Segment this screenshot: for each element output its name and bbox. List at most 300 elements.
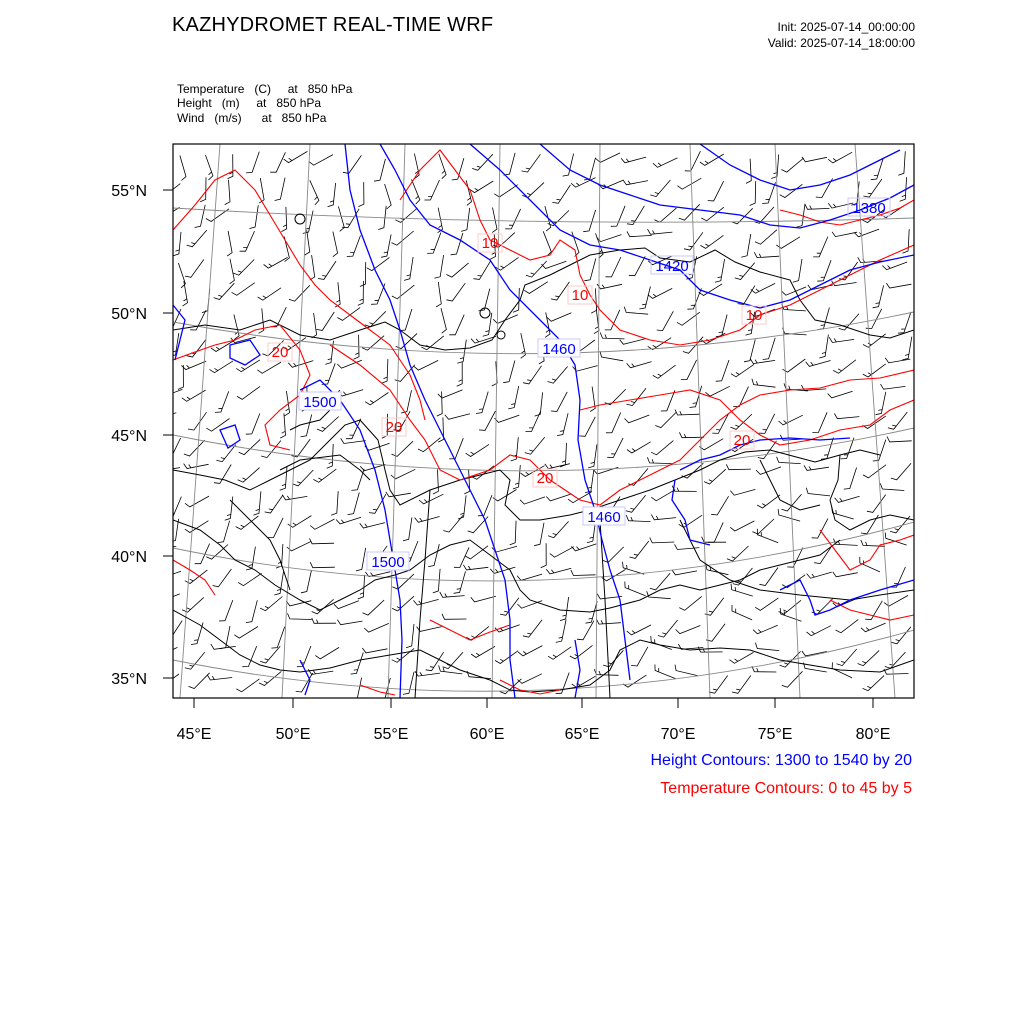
wind-barb [753,625,778,634]
wind-barb [744,339,755,361]
wind-barb [639,287,650,310]
wind-barb [708,522,723,542]
wind-barb [730,521,754,531]
wind-barb [360,262,366,286]
wind-barb [560,443,567,467]
wind-barb [351,653,364,675]
wind-barb [657,311,674,330]
wind-barb [709,676,728,694]
wind-barb [556,620,566,643]
wind-barb [412,179,420,204]
wind-barb [631,647,648,666]
wind-barb [270,152,285,172]
wind-barb [178,365,184,390]
wind-barb [833,572,858,577]
wind-barb [259,178,264,203]
wind-barb [170,519,179,542]
wind-barb [195,205,206,228]
wind-barb [751,283,775,293]
wind-barb [881,384,906,389]
wind-barb [655,665,676,679]
wind-barb [317,417,339,432]
wind-barb [627,388,647,405]
wind-barb [704,469,726,484]
wind-barb [392,441,414,456]
height-label-1420 [651,256,693,275]
wind-barb [675,410,700,415]
wind-barb [898,151,905,175]
map-plot-area [151,144,914,701]
wind-barb [403,672,414,695]
wind-barb [504,153,515,175]
wind-barb [606,413,621,433]
wind-barb [701,207,724,221]
wind-barb [623,675,647,687]
field-wind-label: Wind (m/s) at 850 hPa [177,111,327,125]
wind-barb [763,338,776,360]
wind-barb [583,210,595,232]
wind-barb [750,181,756,205]
wind-barb [523,366,542,384]
wind-barb [333,232,338,257]
wind-barb [234,627,258,639]
wind-barb [156,571,181,578]
wind-barb [625,582,646,596]
wind-barb [757,529,778,543]
wind-barb [541,543,547,568]
height-label-text: 1460 [542,341,576,358]
wind-barb [679,596,701,610]
wind-barb [446,263,468,277]
wind-barb [600,333,624,339]
wind-barb [374,159,385,181]
wind-barb [310,562,335,568]
wind-barb [457,340,466,364]
wind-barb [818,308,830,330]
wind-barb [570,645,593,659]
temp-label-20-d [730,431,754,449]
wind-barb [493,490,517,502]
init-time: Init: 2025-07-14_00:00:00 [777,20,915,34]
wind-barb [419,494,443,504]
wind-barb [297,646,311,667]
height-label-text: 1420 [655,258,689,275]
wind-barb [650,573,670,590]
wind-barb [225,180,230,205]
temp-label-text: 10 [571,287,589,304]
wind-barb [832,232,857,237]
temp-label-text: 10 [481,235,499,252]
wind-barb [756,467,781,475]
wind-barb [187,230,207,247]
wind-barb [483,313,492,336]
wind-barb [219,600,233,621]
wind-barb [867,495,886,513]
wind-barb [227,231,232,256]
wind-barb [806,361,831,367]
wind-barb [260,597,282,611]
wind-barb [781,158,803,172]
wind-barb [225,497,233,521]
wind-barb [365,393,388,405]
wind-barb [585,469,594,492]
wind-barb [675,544,700,549]
wind-barb [242,646,256,667]
wind-barb [771,155,778,179]
wind-barb [434,255,443,278]
wind-barb [316,312,334,330]
wind-barb [628,468,648,485]
wind-barb [888,412,907,429]
wind-barb [415,517,440,523]
wind-barb [337,620,362,625]
wind-barb [322,363,336,384]
wind-barb [755,643,779,651]
wind-barb [230,259,235,284]
wind-barb [257,362,281,373]
wind-barb [557,413,568,435]
wind-barb [335,282,340,307]
wind-barb [365,443,390,450]
wind-barb [436,282,441,307]
wind-barb [289,285,310,301]
wind-barb [887,437,912,442]
wind-barb [716,360,729,381]
wind-barb [727,546,749,561]
wind-barb [185,652,205,669]
wind-barb [343,155,362,173]
wind-barb [861,623,886,632]
wind-barb [184,464,209,469]
wind-barb [513,465,520,489]
wind-barb [348,493,360,515]
wind-barb [312,313,317,338]
wind-barb [522,154,541,172]
wind-barb [238,573,261,585]
wind-barb [699,439,723,450]
wind-barb [738,286,755,305]
wind-barb [312,618,336,623]
wind-barb [534,523,544,546]
wind-barb [865,601,882,620]
wind-barb [246,152,259,173]
wind-barb [338,390,363,396]
wind-barb [454,547,469,567]
height-label-1500-west [299,392,341,411]
wind-barb [690,386,702,408]
wind-barb [282,495,307,500]
wind-barb [733,387,748,407]
temp-label-20-b [382,418,406,436]
wind-barb [836,619,859,632]
wind-barb [625,415,650,423]
wind-barb [762,182,775,203]
wind-barb [732,605,752,620]
wind-barb [579,417,595,437]
wind-barb [253,491,261,515]
wind-barb [259,671,281,685]
wind-barb [834,414,859,419]
wind-barb [246,414,260,435]
wind-barb [548,210,569,225]
wind-barb [733,568,753,585]
height-label-1460-north [538,339,580,358]
wind-barb [700,235,723,248]
wind-barb [363,600,385,615]
wind-barb [525,437,545,454]
wind-barb [584,158,596,180]
wind-barb [807,572,832,578]
lon-label-45: 45°E [176,726,212,743]
wind-barb [158,389,183,397]
field-temperature-label: Temperature (C) at 850 hPa [177,82,353,96]
wind-barb [392,285,415,299]
wind-barb [358,575,365,599]
wind-barb [240,231,255,251]
wind-barb [334,601,359,609]
wind-barb [445,414,470,420]
wind-barb [551,282,570,300]
wind-barb [415,671,440,676]
wind-barb [185,496,209,507]
wind-barb [356,548,366,571]
temperature-contours-legend: Temperature Contours: 0 to 45 by 5 [660,780,912,797]
wind-barb [511,437,519,461]
wind-barb [732,676,751,694]
wind-barb [568,492,592,503]
wind-barb [571,544,596,551]
wind-barb [873,440,886,461]
wind-barb [647,457,671,463]
wind-barb [167,497,182,517]
wind-barb [288,361,313,368]
wind-barb [442,614,467,620]
lon-label-50: 50°E [275,726,311,743]
latitude-labels [111,183,147,688]
wind-barb [520,497,545,504]
wind-barb [543,231,551,256]
lat-label-45: 45°N [111,428,147,445]
wind-barb [885,652,906,668]
wind-barb [821,438,833,460]
wind-barb [457,362,463,387]
wind-barb [476,392,488,414]
wind-barb [495,651,518,664]
wind-barb [804,465,829,470]
wind-barb [545,464,570,469]
wind-barb [653,158,677,167]
wind-barb [382,359,388,383]
wind-barb [318,261,336,279]
wind-barb [597,235,622,242]
wind-barb [858,651,880,666]
wind-barb [288,613,312,619]
height-label-text: 1500 [303,394,337,411]
wind-barb [426,652,444,671]
wind-barb [548,521,569,537]
wind-barb [406,624,414,648]
wind-barb [310,255,315,280]
wind-barb [780,651,801,667]
wind-barb [365,311,386,327]
wind-barb [274,572,283,595]
wind-barb [440,592,465,597]
wind-barb [517,574,542,580]
wind-barb [863,676,885,691]
longitude-labels [177,726,891,743]
wind-barb [347,236,361,257]
wind-barb [364,623,389,632]
wind-barb [214,465,231,484]
wind-barb [214,283,235,299]
wind-barb [236,360,259,372]
wind-barb [548,367,568,384]
wind-barb [505,209,520,229]
wind-barb [218,521,230,543]
wind-barb [627,362,652,368]
wind-barb [301,415,312,437]
wind-barb [880,483,904,490]
wind-barb [675,665,698,676]
wind-barb [239,439,261,454]
wind-barb [807,626,831,636]
wind-barb [236,679,259,692]
wind-barb [650,538,675,543]
temp-label-10-b [568,286,592,304]
wind-barb [313,469,336,482]
wind-barb [861,540,885,546]
wind-barb [730,652,754,663]
wind-barb [571,570,596,575]
wind-barb [341,438,366,443]
wind-barb [648,288,672,298]
wind-barb [414,360,438,370]
wind-barb [472,154,493,170]
wind-barb [651,636,672,650]
wind-barb [155,594,180,602]
wind-barb [735,263,755,280]
wind-barb [153,647,177,657]
wind-barb [173,232,181,256]
wind-barb [655,412,676,428]
wind-barb [705,598,724,616]
wind-barb [494,185,517,197]
wind-barb [782,359,805,372]
height-label-text: 1380 [852,200,886,217]
wind-barb [508,386,518,409]
lon-label-75: 75°E [757,726,793,743]
wind-barb [258,288,281,300]
wind-barb [805,204,830,209]
temp-label-text: 20 [271,344,289,361]
wind-barb [715,259,725,282]
wind-barb [309,155,333,166]
wind-barb [281,207,286,232]
wind-barb [681,360,697,380]
wind-barb [653,365,676,378]
wind-barb [526,261,547,277]
lat-label-35: 35°N [111,671,147,688]
wind-barb [271,627,284,648]
wind-barb [284,151,308,162]
wind-barb [629,256,645,275]
wind-barb [479,411,496,430]
wind-barb [546,494,571,501]
wind-barb [648,229,673,234]
wind-barb [588,444,597,468]
wind-barb [630,541,649,558]
wind-barb [414,599,439,605]
height-label-text: 1460 [587,509,621,526]
wind-barb [779,415,803,425]
wind-barb [312,599,334,614]
wind-barb [188,412,207,430]
map-title: KAZHYDROMET REAL-TIME WRF [172,14,494,36]
wind-barb [623,562,645,575]
lat-label-55: 55°N [111,183,147,200]
wind-barb [777,457,801,464]
wind-barb [730,489,755,495]
wind-barb [265,495,283,513]
wind-barb [180,156,186,181]
wind-barb [449,315,464,335]
wind-barb [183,281,188,306]
wind-barb [466,444,489,456]
wind-barb [817,260,831,281]
wind-barb [523,620,542,638]
wind-barb [182,597,204,612]
wind-barb [828,203,853,208]
wind-barb [560,597,569,621]
wind-barb [546,568,571,574]
wind-barb [336,517,361,524]
wind-barb [621,157,646,163]
wind-barb [386,492,411,497]
wind-barb [731,364,754,377]
wind-barb [746,159,751,184]
lon-label-55: 55°E [373,726,409,743]
lon-label-80: 80°E [855,726,891,743]
wind-barb [832,281,857,286]
wind-barb [828,152,852,163]
wind-barb [473,261,490,280]
wind-barb [310,180,319,205]
wind-barb [606,257,621,277]
wind-barb [607,438,623,458]
wind-barb [246,600,257,622]
lat-label-40: 40°N [111,549,147,566]
wind-barb [687,288,701,309]
wind-barb [275,178,285,201]
wind-barb [812,519,828,539]
wind-barb [521,333,526,358]
wind-barb [700,154,724,165]
wind-barb [726,464,751,469]
wind-barb [403,518,412,541]
wind-barb [470,181,494,193]
temp-label-text: 20 [385,419,403,436]
wind-barb [882,262,907,270]
wind-barb [249,205,258,228]
wind-barb [492,208,497,233]
wind-barb [812,412,827,432]
height-label-text: 1500 [371,554,405,571]
wind-barb [331,491,338,515]
wind-barb [351,678,361,701]
wind-barb [819,335,828,358]
wind-barb [287,541,311,551]
wind-barb [832,507,854,519]
